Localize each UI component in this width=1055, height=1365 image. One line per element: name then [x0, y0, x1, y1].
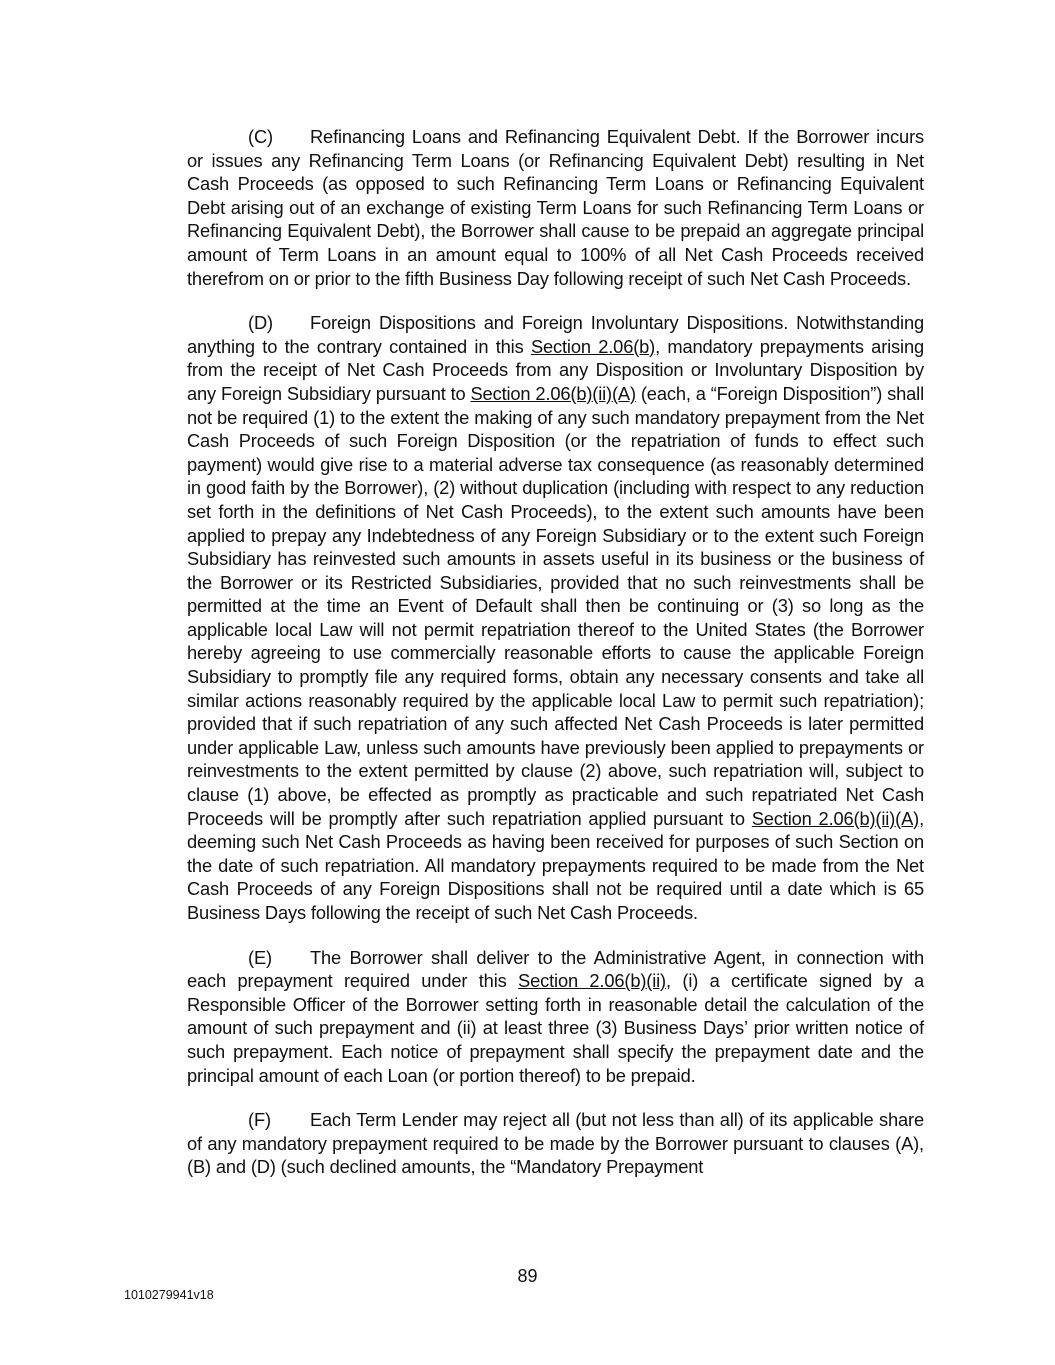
- clause-text: , mandatory prepayments arising from the receipt of Net Cash Proceeds from any Disposition or Involuntary Disposition by any Foreign Subsidiary pursuant to: [187, 335, 924, 404]
- paragraph-c: [187, 125, 924, 290]
- clause-text: Each Term Lender may reject all (but not less than all) of its applicable share of any mandatory prepayment required to be made by the Borrower pursuant to clauses (A), (B) and (D) (such declined amounts, the “Mandatory Prepayment: [187, 1109, 924, 1178]
- clause-text: Refinancing Loans and Refinancing Equivalent Debt. If the Borrower incurs or issues any Refinancing Term Loans (or Refinancing Equivalent Debt) resulting in Net Cash Proceeds (as opposed to such Refinancing Term Loans or Refinancing Equivalent Debt arising out of an exchange of existing Term Loans for such Refinancing Term Loans or Refinancing Equivalent Debt), the Borrower shall cause to be prepaid an aggregate principal amount of Term Loans in an amount equal to 100% of all Net Cash Proceeds received therefrom on or prior to the fifth Business Day following receipt of such Net Cash Proceeds.: [187, 126, 924, 289]
- clause-text: , deeming such Net Cash Proceeds as having been received for purposes of such Section on the date of such repatriation. All mandatory prepayments required to be made from the Net Cash Proceeds of any Foreign Dispositions shall not be required until a date which is 65 Business Days following the receipt of such Net Cash Proceeds.: [187, 807, 924, 923]
- section-reference: Section 2.06(b)(ii): [518, 970, 666, 992]
- clause-label: (E): [248, 946, 272, 968]
- document-id: 1010279941v18: [124, 1288, 214, 1302]
- section-reference: Section 2.06(b): [530, 335, 656, 357]
- clause-label: (C): [248, 126, 273, 147]
- page-number: 89: [517, 1266, 538, 1286]
- clause-text: , (i) a certificate signed by a Responsible Officer of the Borrower setting forth in reasonable detail the calculation of the amount of such prepayment and (ii) at least three (3) Business Days’ prior written notice of such prepayment. Each notice of prepayment shall specify the prepayment date and the principal amount of each Loan (or portion thereof) to be prepaid.: [187, 970, 924, 1086]
- clause-text: (each, a “Foreign Disposition”) shall not be required (1) to the extent the making of any such mandatory prepayment from the Net Cash Proceeds of such Foreign Disposition (or the repatriation of funds to effect such payment) would give rise to a material adverse tax consequence (as reasonably determined in good faith by the Borrower), (2) without duplication (including with respect to any reduction set forth in the definitions of Net Cash Proceeds), to the extent such amounts have been applied to prepay any Indebtedness of any Foreign Subsidiary or to the extent such Foreign Subsidiary has reinvested such amounts in assets useful in its business or the business of the Borrower or its Restricted Subsidiaries, provided that no such reinvestments shall be permitted at the time an Event of Default shall then be continuing or (3) so long as the applicable local Law will not permit repatriation thereof to the United States (the Borrower hereby agreeing to use commercially reasonable efforts to cause the applicable Foreign Subsidiary to promptly file any required forms, obtain any necessary consents and take all similar actions reasonably required by the applicable local Law to permit such repatriation); provided that if such repatriation of any such affected Net Cash Proceeds is later permitted under applicable Law, unless such amounts have previously been applied to prepayments or reinvestments to the extent permitted by clause (2) above, such repatriation will, subject to clause (1) above, be effected as promptly as practicable and such repatriated Net Cash Proceeds will be promptly after such repatriation applied pursuant to: [187, 382, 924, 829]
- clause-text: The Borrower shall deliver to the Administrative Agent, in connection with each prepayment required under this: [187, 946, 924, 992]
- paragraph-f: [187, 1108, 924, 1179]
- clause-label: (D): [248, 312, 273, 334]
- clause-text: Foreign Dispositions and Foreign Involuntary Dispositions. Notwithstanding anything to the contrary contained in this: [187, 312, 924, 357]
- paragraph-e: [187, 946, 924, 1088]
- clause-label: (F): [248, 1109, 271, 1131]
- section-reference: Section 2.06(b)(ii)(A): [751, 807, 920, 829]
- document-body: [187, 125, 924, 1200]
- section-reference: Section 2.06(b)(ii)(A): [470, 382, 636, 404]
- paragraph-d: [187, 311, 924, 924]
